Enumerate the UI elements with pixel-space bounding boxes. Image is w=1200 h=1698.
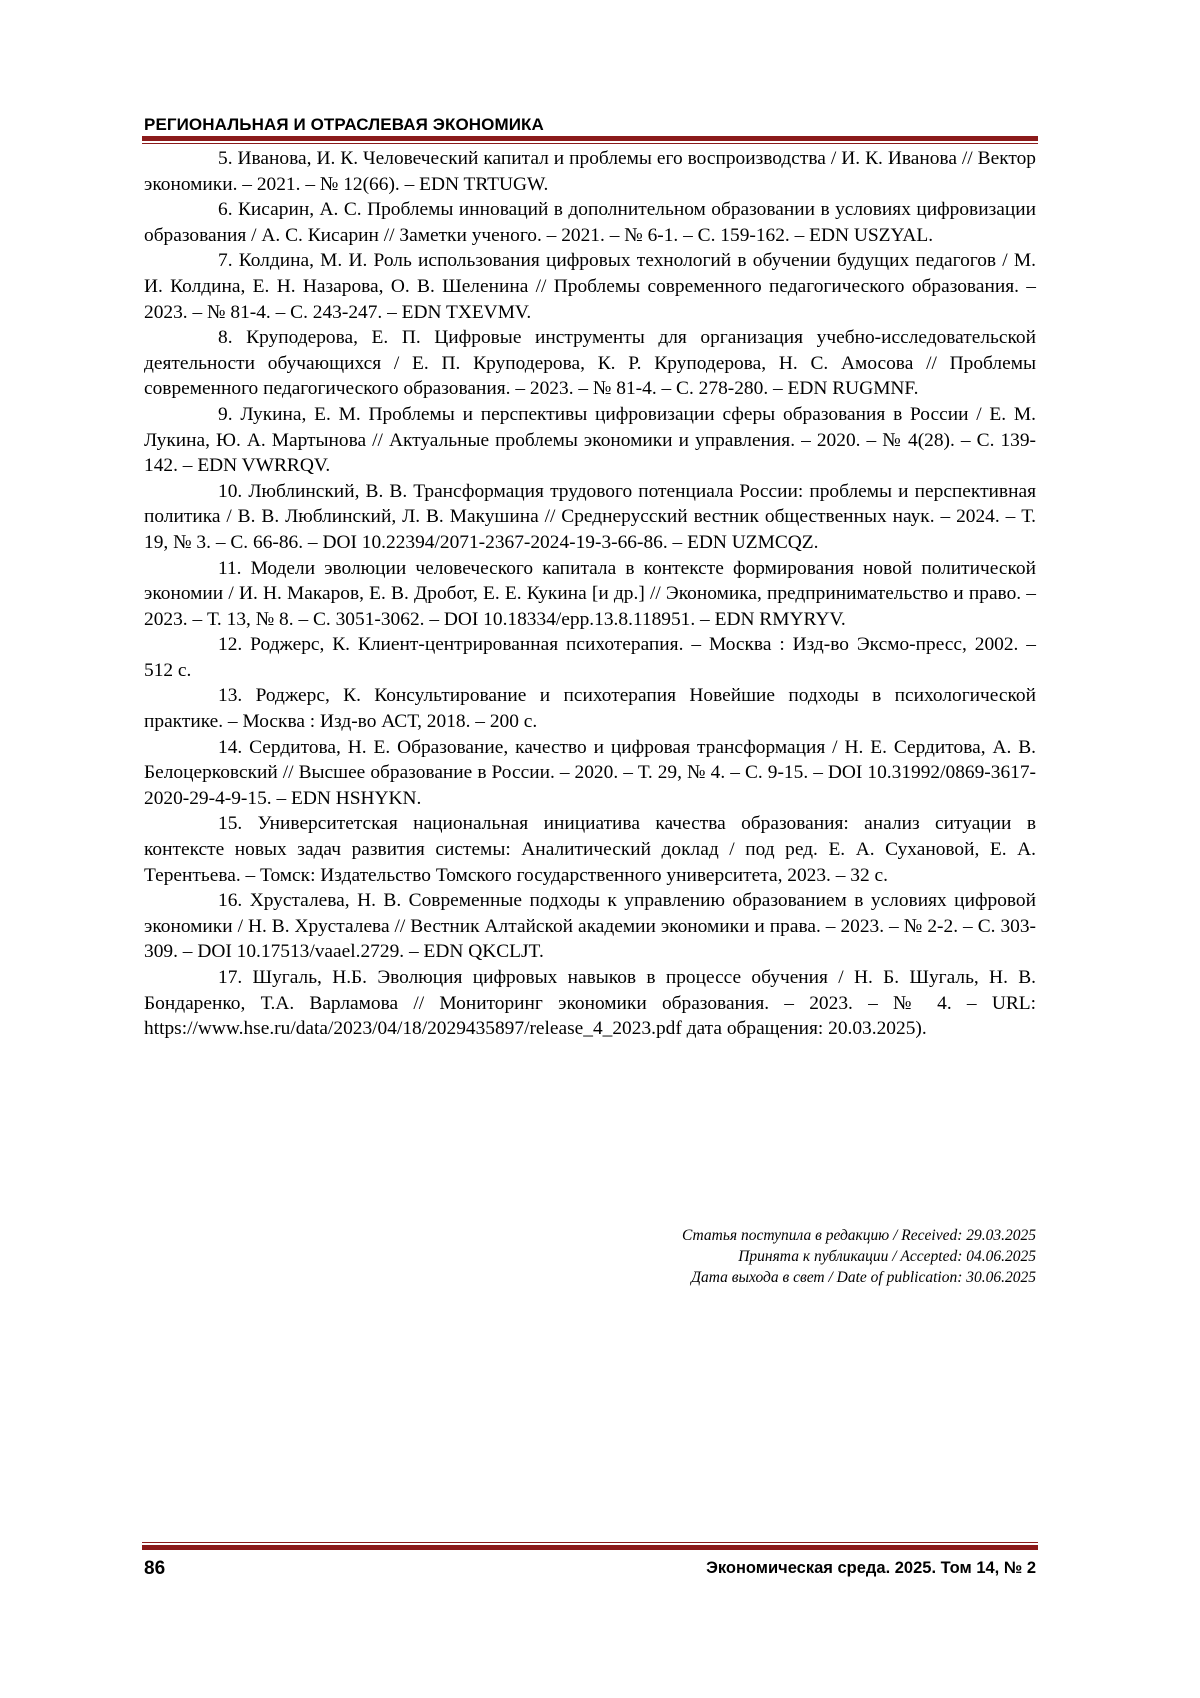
reference-item-10: 10. Люблинский, В. В. Трансформация трудового потенциала России: проблемы и перспективная политика / В. В. Люблинский, Л. В. Макушина // Среднерусский вестник общественных наук. – 2024. – Т. 19, № 3. – С. 66-86. – DOI 10.22394/2071-2367-2024-19-3-66-86. – EDN UZMCQZ.	[144, 479, 1036, 556]
footer-rule-thick	[142, 1545, 1038, 1550]
reference-item-5: 5. Иванова, И. К. Человеческий капитал и проблемы его воспроизводства / И. К. Иванова // Вектор экономики. – 2021. – № 12(66). – EDN TRTUGW.	[144, 146, 1036, 197]
header-rule-thin	[142, 143, 1038, 144]
reference-item-9: 9. Лукина, Е. М. Проблемы и перспективы цифровизации сферы образования в России / Е. М. Лукина, Ю. А. Мартынова // Актуальные проблемы экономики и управления. – 2020. – № 4(28). – С. 139-142. – EDN VWRRQV.	[144, 402, 1036, 479]
reference-item-12: 12. Роджерс, К. Клиент-центрированная психотерапия. – Москва : Изд-во Эксмо-пресс, 2002. – 512 с.	[144, 632, 1036, 683]
footer-rule-thin	[142, 1542, 1038, 1543]
received-date: Статья поступила в редакцию / Received: 29.03.2025	[682, 1225, 1036, 1246]
reference-item-7: 7. Колдина, М. И. Роль использования цифровых технологий в обучении будущих педагогов / М. И. Колдина, Е. Н. Назарова, О. В. Шеленина // Проблемы современного педагогического образования. – 2023. – № 81-4. – С. 243-247. – EDN TXEVMV.	[144, 248, 1036, 325]
running-header-title: РЕГИОНАЛЬНАЯ И ОТРАСЛЕВАЯ ЭКОНОМИКА	[144, 115, 544, 135]
accepted-date: Принята к публикации / Accepted: 04.06.2025	[682, 1246, 1036, 1267]
page-number: 86	[144, 1558, 165, 1580]
reference-item-6: 6. Кисарин, А. С. Проблемы инноваций в дополнительном образовании в условиях цифровизации образования / А. С. Кисарин // Заметки ученого. – 2021. – № 6-1. – С. 159-162. – EDN USZYAL.	[144, 197, 1036, 248]
reference-list	[144, 146, 1036, 1042]
journal-citation: Экономическая среда. 2025. Том 14, № 2	[706, 1559, 1036, 1578]
reference-item-15: 15. Университетская национальная инициатива качества образования: анализ ситуации в контексте новых задач развития системы: Аналитический доклад / под ред. Е. А. Сухановой, Е. А. Терентьева. – Томск: Издательство Томского государственного университета, 2023. – 32 с.	[144, 811, 1036, 888]
reference-item-16: 16. Хрусталева, Н. В. Современные подходы к управлению образованием в условиях цифровой экономики / Н. В. Хрусталева // Вестник Алтайской академии экономики и права. – 2023. – № 2-2. – С. 303-309. – DOI 10.17513/vaael.2729. – EDN QKCLJT.	[144, 888, 1036, 965]
publication-date: Дата выхода в свет / Date of publication: 30.06.2025	[682, 1267, 1036, 1288]
reference-item-11: 11. Модели эволюции человеческого капитала в контексте формирования новой политической экономии / И. Н. Макаров, Е. В. Дробот, Е. Е. Кукина [и др.] // Экономика, предпринимательство и право. – 2023. – Т. 13, № 8. – С. 3051-3062. – DOI 10.18334/epp.13.8.118951. – EDN RMYRYV.	[144, 556, 1036, 633]
reference-item-17: 17. Шугаль, Н.Б. Эволюция цифровых навыков в процессе обучения / Н. Б. Шугаль, Н. В. Бондаренко, Т.А. Варламова // Мониторинг экономики образования. – 2023. – № 4. – URL: https://www.hse.ru/data/2023/04/18/2029435897/release_4_2023.pdf дата обращения: 20.03.2025).	[144, 965, 1036, 1042]
reference-item-13: 13. Роджерс, К. Консультирование и психотерапия Новейшие подходы в психологической практике. – Москва : Изд-во АСТ, 2018. – 200 с.	[144, 683, 1036, 734]
journal-page	[0, 0, 1200, 1698]
header-rule-thick	[142, 136, 1038, 141]
reference-item-14: 14. Сердитова, Н. Е. Образование, качество и цифровая трансформация / Н. Е. Сердитова, А. В. Белоцерковский // Высшее образование в России. – 2020. – Т. 29, № 4. – С. 9-15. – DOI 10.31992/0869-3617-2020-29-4-9-15. – EDN HSHYKN.	[144, 735, 1036, 812]
article-dates	[682, 1225, 1036, 1288]
reference-item-8: 8. Круподерова, Е. П. Цифровые инструменты для организация учебно-исследовательской деятельности обучающихся / Е. П. Круподерова, К. Р. Круподерова, Н. С. Амосова // Проблемы современного педагогического образования. – 2023. – № 81-4. – С. 278-280. – EDN RUGMNF.	[144, 325, 1036, 402]
